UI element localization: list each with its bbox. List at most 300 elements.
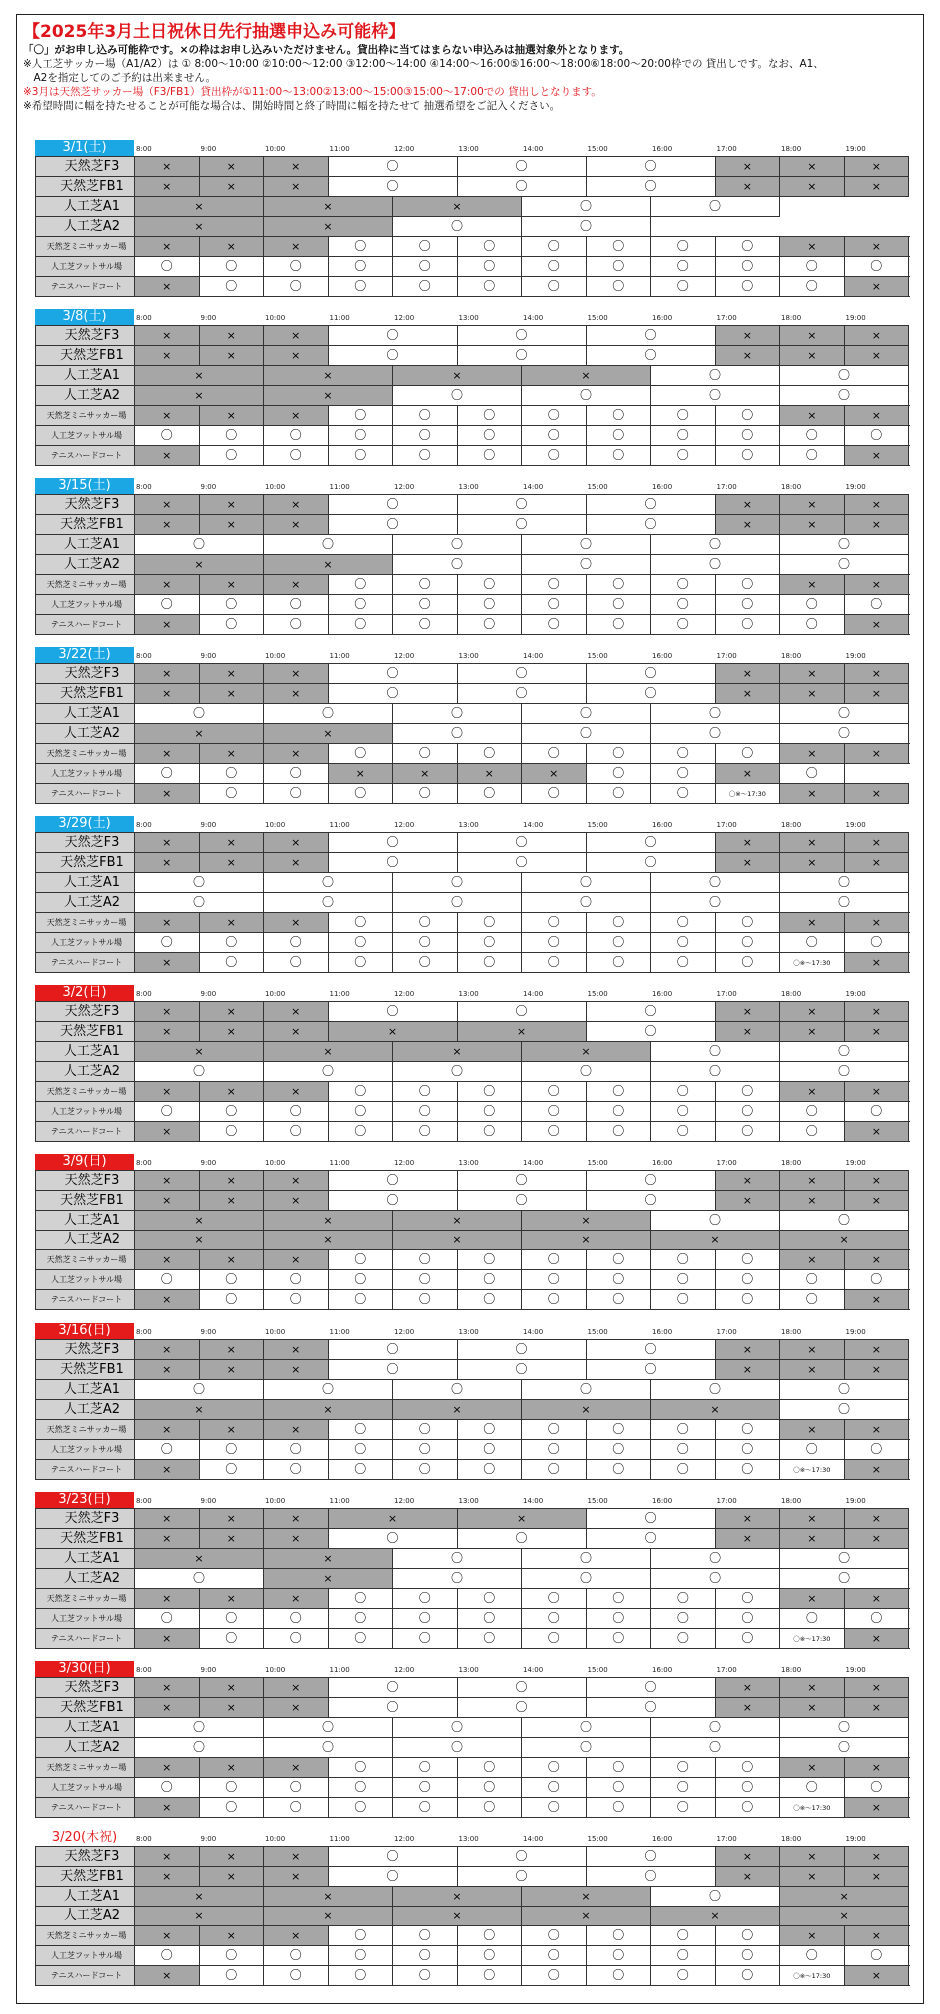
slot-cell[interactable]: × <box>844 1529 909 1549</box>
slot-cell[interactable]: × <box>199 515 264 535</box>
slot-cell[interactable]: × <box>780 853 845 873</box>
slot-cell[interactable]: × <box>135 1002 200 1022</box>
slot-cell[interactable]: 〇 <box>522 1250 587 1270</box>
slot-cell[interactable]: 〇 <box>457 406 522 426</box>
slot-cell[interactable]: 〇 <box>522 197 651 217</box>
slot-cell[interactable]: 〇 <box>522 1718 651 1738</box>
slot-cell[interactable]: 〇 <box>457 1926 522 1946</box>
slot-cell[interactable]: × <box>844 1509 909 1529</box>
slot-cell[interactable]: 〇 <box>393 913 458 933</box>
slot-cell[interactable]: 〇 <box>328 157 457 177</box>
slot-cell[interactable]: × <box>780 913 845 933</box>
slot-cell[interactable]: × <box>715 664 780 684</box>
slot-cell[interactable]: × <box>780 1907 909 1926</box>
slot-cell[interactable]: 〇 <box>780 764 845 784</box>
slot-cell[interactable]: × <box>199 744 264 764</box>
slot-cell[interactable]: 〇 <box>328 575 393 595</box>
slot-cell[interactable]: × <box>844 346 909 366</box>
slot-cell[interactable]: 〇 <box>651 1778 716 1798</box>
slot-cell[interactable]: × <box>457 1022 586 1042</box>
slot-cell[interactable]: 〇 <box>586 1926 651 1946</box>
slot-cell[interactable]: × <box>844 1966 909 1986</box>
slot-cell[interactable]: 〇 <box>264 1062 393 1082</box>
slot-cell[interactable]: × <box>844 1022 909 1042</box>
slot-cell[interactable]: 〇 <box>393 426 458 446</box>
slot-cell[interactable]: × <box>780 1529 845 1549</box>
slot-cell[interactable]: × <box>264 744 329 764</box>
slot-cell[interactable]: 〇 <box>651 555 780 575</box>
slot-cell[interactable]: 〇 <box>522 1122 587 1142</box>
slot-cell[interactable]: × <box>135 1191 200 1211</box>
slot-cell[interactable]: × <box>199 1926 264 1946</box>
slot-cell[interactable]: × <box>135 1698 200 1718</box>
slot-cell[interactable]: × <box>264 1420 329 1440</box>
slot-cell[interactable]: 〇 <box>328 1629 393 1649</box>
slot-cell[interactable]: 〇 <box>586 1102 651 1122</box>
slot-cell[interactable]: 〇 <box>522 1420 587 1440</box>
slot-cell[interactable]: × <box>264 406 329 426</box>
slot-cell[interactable]: 〇 <box>586 1946 651 1966</box>
slot-cell[interactable]: × <box>135 1171 200 1191</box>
slot-cell[interactable]: × <box>135 157 200 177</box>
slot-cell[interactable]: 〇 <box>715 1946 780 1966</box>
slot-cell[interactable]: 〇※～17:30 <box>780 953 845 973</box>
slot-cell[interactable]: 〇 <box>586 426 651 446</box>
slot-cell[interactable]: × <box>393 366 522 386</box>
slot-cell[interactable]: × <box>135 366 264 386</box>
slot-cell[interactable]: × <box>844 326 909 346</box>
slot-cell[interactable]: 〇 <box>715 1798 780 1818</box>
slot-cell[interactable]: 〇 <box>135 595 200 615</box>
slot-cell[interactable]: 〇 <box>393 1102 458 1122</box>
slot-cell[interactable]: 〇 <box>264 257 329 277</box>
slot-cell[interactable]: 〇 <box>457 1191 586 1211</box>
slot-cell[interactable]: × <box>135 1529 200 1549</box>
slot-cell[interactable]: 〇 <box>135 1062 264 1082</box>
slot-cell[interactable]: × <box>135 326 200 346</box>
slot-cell[interactable]: 〇 <box>264 784 329 804</box>
slot-cell[interactable]: 〇 <box>457 615 522 635</box>
slot-cell[interactable]: 〇 <box>522 1460 587 1480</box>
slot-cell[interactable]: 〇 <box>586 1022 715 1042</box>
slot-cell[interactable]: × <box>780 1847 845 1867</box>
slot-cell[interactable]: 〇 <box>328 1847 457 1867</box>
slot-cell[interactable]: 〇 <box>586 853 715 873</box>
slot-cell[interactable]: × <box>780 515 845 535</box>
slot-cell[interactable]: 〇 <box>586 1122 651 1142</box>
slot-cell[interactable]: × <box>844 277 909 297</box>
slot-cell[interactable]: 〇 <box>651 1589 716 1609</box>
slot-cell[interactable]: 〇 <box>586 833 715 853</box>
slot-cell[interactable]: 〇 <box>199 1290 264 1310</box>
slot-cell[interactable]: 〇 <box>780 1211 909 1231</box>
slot-cell[interactable]: 〇 <box>586 1360 715 1380</box>
slot-cell[interactable]: × <box>264 157 329 177</box>
slot-cell[interactable]: 〇 <box>328 933 393 953</box>
slot-cell[interactable]: 〇 <box>651 1798 716 1818</box>
slot-cell[interactable]: 〇 <box>328 426 393 446</box>
slot-cell[interactable]: 〇 <box>715 277 780 297</box>
slot-cell[interactable]: 〇 <box>135 1102 200 1122</box>
slot-cell[interactable]: × <box>135 197 264 217</box>
slot-cell[interactable]: 〇 <box>457 833 586 853</box>
slot-cell[interactable]: 〇 <box>393 1549 522 1569</box>
slot-cell[interactable]: 〇 <box>586 1698 715 1718</box>
slot-cell[interactable]: × <box>328 764 393 784</box>
slot-cell[interactable]: 〇 <box>457 426 522 446</box>
slot-cell[interactable]: 〇 <box>586 1440 651 1460</box>
slot-cell[interactable]: 〇 <box>393 1589 458 1609</box>
slot-cell[interactable]: × <box>135 1042 264 1062</box>
slot-cell[interactable]: 〇 <box>393 1798 458 1818</box>
slot-cell[interactable]: 〇 <box>780 426 845 446</box>
slot-cell[interactable]: 〇 <box>715 426 780 446</box>
slot-cell[interactable]: 〇 <box>586 1847 715 1867</box>
slot-cell[interactable]: 〇 <box>199 1629 264 1649</box>
slot-cell[interactable]: 〇 <box>651 406 716 426</box>
slot-cell[interactable]: × <box>199 326 264 346</box>
slot-cell[interactable]: 〇 <box>715 615 780 635</box>
slot-cell[interactable]: 〇 <box>457 1270 522 1290</box>
slot-cell[interactable]: 〇 <box>328 326 457 346</box>
slot-cell[interactable]: 〇 <box>844 1270 909 1290</box>
slot-cell[interactable]: 〇 <box>135 873 264 893</box>
slot-cell[interactable]: × <box>780 1231 909 1250</box>
slot-cell[interactable]: 〇 <box>586 1082 651 1102</box>
slot-cell[interactable]: 〇 <box>264 595 329 615</box>
slot-cell[interactable]: × <box>844 1758 909 1778</box>
slot-cell[interactable]: × <box>715 1678 780 1698</box>
slot-cell[interactable]: × <box>135 555 264 575</box>
slot-cell[interactable]: 〇 <box>457 1867 586 1887</box>
slot-cell[interactable]: × <box>780 575 845 595</box>
slot-cell[interactable]: 〇 <box>715 1250 780 1270</box>
slot-cell[interactable]: 〇 <box>328 1270 393 1290</box>
slot-cell[interactable]: 〇 <box>715 953 780 973</box>
slot-cell[interactable]: 〇 <box>264 1380 393 1400</box>
slot-cell[interactable]: 〇 <box>586 1420 651 1440</box>
slot-cell[interactable]: × <box>264 1589 329 1609</box>
slot-cell[interactable]: 〇 <box>328 277 393 297</box>
slot-cell[interactable]: × <box>780 664 845 684</box>
slot-cell[interactable]: × <box>199 1509 264 1529</box>
slot-cell[interactable]: 〇 <box>264 764 329 784</box>
slot-cell[interactable]: 〇 <box>199 1798 264 1818</box>
slot-cell[interactable]: 〇 <box>586 1460 651 1480</box>
slot-cell[interactable]: × <box>199 1589 264 1609</box>
slot-cell[interactable]: 〇 <box>715 1122 780 1142</box>
slot-cell[interactable]: 〇 <box>393 1926 458 1946</box>
slot-cell[interactable]: 〇 <box>780 366 909 386</box>
slot-cell[interactable]: 〇 <box>780 1042 909 1062</box>
slot-cell[interactable]: 〇 <box>328 177 457 197</box>
slot-cell[interactable]: 〇 <box>586 346 715 366</box>
slot-cell[interactable]: 〇 <box>651 724 780 744</box>
slot-cell[interactable]: 〇 <box>328 1778 393 1798</box>
slot-cell[interactable]: 〇 <box>586 237 651 257</box>
slot-cell[interactable]: × <box>135 1290 200 1310</box>
slot-cell[interactable]: 〇 <box>586 575 651 595</box>
slot-cell[interactable]: 〇 <box>780 1718 909 1738</box>
slot-cell[interactable]: 〇 <box>780 1122 845 1142</box>
slot-cell[interactable]: 〇 <box>264 1946 329 1966</box>
slot-cell[interactable]: 〇 <box>522 1440 587 1460</box>
slot-cell[interactable]: 〇 <box>393 1609 458 1629</box>
slot-cell[interactable]: × <box>780 326 845 346</box>
slot-cell[interactable]: 〇 <box>199 426 264 446</box>
slot-cell[interactable]: × <box>135 664 200 684</box>
slot-cell[interactable]: 〇 <box>586 515 715 535</box>
slot-cell[interactable]: 〇 <box>264 277 329 297</box>
slot-cell[interactable]: 〇 <box>264 1290 329 1310</box>
slot-cell[interactable]: × <box>135 953 200 973</box>
slot-cell[interactable]: × <box>264 724 393 744</box>
slot-cell[interactable]: × <box>264 1171 329 1191</box>
slot-cell[interactable]: 〇 <box>715 575 780 595</box>
slot-cell[interactable]: 〇 <box>715 1420 780 1440</box>
slot-cell[interactable]: 〇 <box>328 1698 457 1718</box>
slot-cell[interactable]: 〇 <box>844 1946 909 1966</box>
slot-cell[interactable]: 〇 <box>393 1946 458 1966</box>
slot-cell[interactable]: 〇 <box>457 1002 586 1022</box>
slot-cell[interactable]: 〇 <box>199 1102 264 1122</box>
slot-cell[interactable]: × <box>135 1798 200 1818</box>
slot-cell[interactable]: 〇 <box>586 1529 715 1549</box>
slot-cell[interactable]: 〇 <box>586 1002 715 1022</box>
slot-cell[interactable]: × <box>264 1400 393 1420</box>
slot-cell[interactable]: 〇 <box>264 1102 329 1122</box>
slot-cell[interactable]: 〇 <box>393 873 522 893</box>
slot-cell[interactable]: 〇 <box>457 1340 586 1360</box>
slot-cell[interactable]: 〇 <box>264 535 393 555</box>
slot-cell[interactable]: 〇 <box>393 575 458 595</box>
slot-cell[interactable]: × <box>264 664 329 684</box>
slot-cell[interactable]: 〇 <box>199 277 264 297</box>
slot-cell[interactable]: × <box>264 346 329 366</box>
slot-cell[interactable]: × <box>393 1231 522 1250</box>
slot-cell[interactable]: × <box>844 744 909 764</box>
slot-cell[interactable]: 〇 <box>522 595 587 615</box>
slot-cell[interactable]: × <box>135 913 200 933</box>
slot-cell[interactable]: 〇 <box>522 913 587 933</box>
slot-cell[interactable]: 〇 <box>715 595 780 615</box>
slot-cell[interactable]: × <box>199 157 264 177</box>
slot-cell[interactable]: 〇 <box>586 1798 651 1818</box>
slot-cell[interactable]: 〇 <box>715 933 780 953</box>
slot-cell[interactable]: 〇 <box>586 595 651 615</box>
slot-cell[interactable]: 〇 <box>522 744 587 764</box>
slot-cell[interactable]: 〇 <box>651 197 780 217</box>
slot-cell[interactable]: × <box>780 1758 845 1778</box>
slot-cell[interactable]: 〇 <box>457 953 522 973</box>
slot-cell[interactable]: × <box>780 1191 845 1211</box>
slot-cell[interactable]: 〇 <box>586 684 715 704</box>
slot-cell[interactable]: 〇 <box>522 1270 587 1290</box>
slot-cell[interactable]: 〇 <box>393 257 458 277</box>
slot-cell[interactable]: × <box>393 1400 522 1420</box>
slot-cell[interactable]: 〇 <box>328 1082 393 1102</box>
slot-cell[interactable]: × <box>715 1509 780 1529</box>
slot-cell[interactable]: 〇 <box>651 893 780 913</box>
slot-cell[interactable]: 〇 <box>393 1966 458 1986</box>
slot-cell[interactable]: 〇 <box>457 784 522 804</box>
slot-cell[interactable]: × <box>844 1122 909 1142</box>
slot-cell[interactable]: 〇 <box>135 535 264 555</box>
slot-cell[interactable]: 〇 <box>651 1082 716 1102</box>
slot-cell[interactable]: 〇 <box>651 913 716 933</box>
slot-cell[interactable]: 〇 <box>651 1758 716 1778</box>
slot-cell[interactable]: × <box>522 366 651 386</box>
slot-cell[interactable]: 〇 <box>651 1609 716 1629</box>
slot-cell[interactable]: 〇 <box>457 853 586 873</box>
slot-cell[interactable]: 〇 <box>651 237 716 257</box>
slot-cell[interactable]: × <box>780 744 845 764</box>
slot-cell[interactable]: 〇 <box>780 535 909 555</box>
slot-cell[interactable]: 〇 <box>651 1042 780 1062</box>
slot-cell[interactable]: 〇 <box>135 1270 200 1290</box>
slot-cell[interactable]: 〇 <box>780 724 909 744</box>
slot-cell[interactable]: × <box>844 1678 909 1698</box>
slot-cell[interactable]: 〇 <box>651 426 716 446</box>
slot-cell[interactable]: 〇 <box>522 1966 587 1986</box>
slot-cell[interactable]: × <box>780 1340 845 1360</box>
slot-cell[interactable]: × <box>135 1678 200 1698</box>
slot-cell[interactable]: 〇 <box>264 1122 329 1142</box>
slot-cell[interactable]: 〇※～17:30 <box>780 1798 845 1818</box>
slot-cell[interactable]: 〇 <box>780 555 909 575</box>
slot-cell[interactable]: × <box>199 1867 264 1887</box>
slot-cell[interactable]: × <box>651 1400 780 1420</box>
slot-cell[interactable]: 〇 <box>651 1122 716 1142</box>
slot-cell[interactable]: × <box>522 1042 651 1062</box>
slot-cell[interactable]: 〇 <box>522 724 651 744</box>
slot-cell[interactable]: 〇 <box>264 1966 329 1986</box>
slot-cell[interactable]: 〇 <box>264 446 329 466</box>
slot-cell[interactable]: 〇 <box>264 1778 329 1798</box>
slot-cell[interactable]: 〇 <box>457 1678 586 1698</box>
slot-cell[interactable]: 〇 <box>328 953 393 973</box>
slot-cell[interactable]: 〇 <box>651 446 716 466</box>
slot-cell[interactable]: 〇 <box>393 1569 522 1589</box>
slot-cell[interactable]: 〇 <box>586 1191 715 1211</box>
slot-cell[interactable]: 〇 <box>715 1270 780 1290</box>
slot-cell[interactable]: 〇 <box>586 764 651 784</box>
slot-cell[interactable]: × <box>844 1420 909 1440</box>
slot-cell[interactable]: 〇 <box>715 446 780 466</box>
slot-cell[interactable]: × <box>135 833 200 853</box>
slot-cell[interactable]: × <box>780 495 845 515</box>
slot-cell[interactable]: 〇 <box>715 1102 780 1122</box>
slot-cell[interactable]: 〇 <box>715 237 780 257</box>
slot-cell[interactable]: 〇 <box>586 446 651 466</box>
slot-cell[interactable]: 〇 <box>522 704 651 724</box>
slot-cell[interactable]: × <box>264 1340 329 1360</box>
slot-cell[interactable]: 〇 <box>586 1290 651 1310</box>
slot-cell[interactable]: 〇 <box>457 346 586 366</box>
slot-cell[interactable]: 〇 <box>393 1250 458 1270</box>
slot-cell[interactable]: 〇 <box>457 1778 522 1798</box>
slot-cell[interactable]: 〇 <box>135 933 200 953</box>
slot-cell[interactable]: 〇 <box>780 1062 909 1082</box>
slot-cell[interactable]: × <box>522 1400 651 1420</box>
slot-cell[interactable]: 〇 <box>715 1966 780 1986</box>
slot-cell[interactable]: × <box>844 1629 909 1649</box>
slot-cell[interactable]: × <box>844 1191 909 1211</box>
slot-cell[interactable]: 〇 <box>393 1460 458 1480</box>
slot-cell[interactable]: × <box>199 1022 264 1042</box>
slot-cell[interactable]: × <box>135 217 264 237</box>
slot-cell[interactable]: 〇 <box>715 1926 780 1946</box>
slot-cell[interactable]: 〇 <box>651 1102 716 1122</box>
slot-cell[interactable]: 〇 <box>264 953 329 973</box>
slot-cell[interactable]: 〇 <box>457 595 522 615</box>
slot-cell[interactable]: 〇 <box>328 784 393 804</box>
slot-cell[interactable]: 〇 <box>457 744 522 764</box>
slot-cell[interactable]: × <box>199 1250 264 1270</box>
slot-cell[interactable]: 〇 <box>651 1946 716 1966</box>
slot-cell[interactable]: × <box>199 853 264 873</box>
slot-cell[interactable]: 〇 <box>522 575 587 595</box>
slot-cell[interactable]: 〇 <box>651 1250 716 1270</box>
slot-cell[interactable]: 〇 <box>780 277 845 297</box>
slot-cell[interactable]: × <box>780 177 845 197</box>
slot-cell[interactable]: 〇 <box>199 1966 264 1986</box>
slot-cell[interactable]: 〇 <box>393 1082 458 1102</box>
slot-cell[interactable]: 〇 <box>457 1250 522 1270</box>
slot-cell[interactable]: × <box>264 1569 393 1589</box>
slot-cell[interactable]: 〇 <box>328 257 393 277</box>
slot-cell[interactable]: 〇 <box>393 933 458 953</box>
slot-cell[interactable]: × <box>264 1191 329 1211</box>
slot-cell[interactable]: 〇 <box>199 764 264 784</box>
slot-cell[interactable]: × <box>393 764 458 784</box>
slot-cell[interactable]: × <box>199 1360 264 1380</box>
slot-cell[interactable]: × <box>844 913 909 933</box>
slot-cell[interactable]: × <box>135 1340 200 1360</box>
slot-cell[interactable]: × <box>780 833 845 853</box>
slot-cell[interactable]: × <box>780 1171 845 1191</box>
slot-cell[interactable]: 〇 <box>586 1758 651 1778</box>
slot-cell[interactable]: × <box>780 784 845 804</box>
slot-cell[interactable]: × <box>135 515 200 535</box>
slot-cell[interactable]: 〇 <box>393 1738 522 1758</box>
slot-cell[interactable]: 〇 <box>328 1002 457 1022</box>
slot-cell[interactable]: 〇 <box>844 933 909 953</box>
slot-cell[interactable]: 〇 <box>135 1569 264 1589</box>
slot-cell[interactable]: 〇 <box>651 1440 716 1460</box>
slot-cell[interactable]: × <box>264 1022 329 1042</box>
slot-cell[interactable]: × <box>264 326 329 346</box>
slot-cell[interactable]: 〇 <box>457 1798 522 1818</box>
slot-cell[interactable]: 〇 <box>522 1738 651 1758</box>
slot-cell[interactable]: 〇 <box>522 535 651 555</box>
slot-cell[interactable]: 〇 <box>715 1758 780 1778</box>
slot-cell[interactable]: 〇 <box>264 1270 329 1290</box>
slot-cell[interactable]: 〇 <box>586 1678 715 1698</box>
slot-cell[interactable]: × <box>264 1887 393 1907</box>
slot-cell[interactable]: × <box>135 1887 264 1907</box>
slot-cell[interactable]: 〇 <box>328 1191 457 1211</box>
slot-cell[interactable]: 〇 <box>522 1549 651 1569</box>
slot-cell[interactable]: 〇 <box>135 1440 200 1460</box>
slot-cell[interactable]: × <box>715 346 780 366</box>
slot-cell[interactable]: 〇 <box>522 1290 587 1310</box>
slot-cell[interactable]: × <box>135 386 264 406</box>
slot-cell[interactable]: 〇 <box>522 893 651 913</box>
slot-cell[interactable]: × <box>844 784 909 804</box>
slot-cell[interactable]: × <box>844 1290 909 1310</box>
slot-cell[interactable]: × <box>715 157 780 177</box>
